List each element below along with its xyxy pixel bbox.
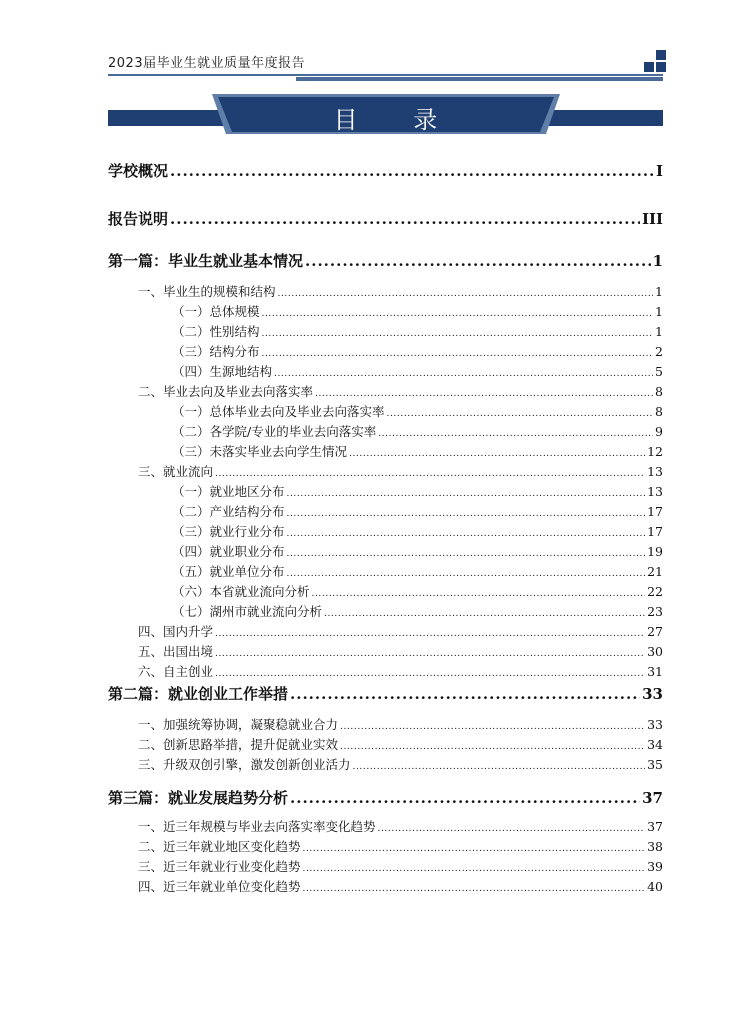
toc-leader-dots bbox=[287, 489, 646, 499]
toc-section-entry[interactable] bbox=[138, 857, 663, 875]
toc-entry-label: 二、近三年就业地区变化趋势 bbox=[138, 839, 301, 854]
toc-entry-page: 31 bbox=[647, 664, 663, 679]
toc-entry-label: 二、毕业去向及毕业去向落实率 bbox=[138, 384, 314, 399]
toc-entry-label: 四、近三年就业单位变化趋势 bbox=[138, 879, 301, 894]
toc-leader-dots bbox=[287, 509, 646, 519]
toc-entry-page: 33 bbox=[647, 717, 663, 732]
toc-leader-dots bbox=[353, 762, 646, 772]
toc-entry-page: 19 bbox=[647, 544, 663, 559]
toc-entry-label: 第二篇：就业创业工作举措 bbox=[108, 685, 289, 703]
toc-title: 目 录 bbox=[333, 106, 462, 134]
toc-leader-dots bbox=[315, 389, 653, 399]
toc-entry-page: 35 bbox=[647, 757, 663, 772]
toc-entry-label: （一）就业地区分布 bbox=[172, 484, 285, 499]
toc-chapter-entry[interactable] bbox=[108, 683, 663, 704]
toc-leader-dots bbox=[340, 742, 645, 752]
toc-leader-dots bbox=[340, 722, 645, 732]
toc-entry-label: 三、近三年就业行业变化趋势 bbox=[138, 859, 301, 874]
toc-entry-label: （一）总体毕业去向及毕业去向落实率 bbox=[172, 404, 385, 419]
toc-subsection-entry[interactable] bbox=[172, 442, 663, 460]
toc-entry-label: （二）产业结构分布 bbox=[172, 504, 285, 519]
toc-leader-dots bbox=[378, 429, 653, 439]
toc-section-entry[interactable] bbox=[138, 735, 663, 753]
toc-leader-dots bbox=[170, 162, 654, 180]
toc-entry-page: 34 bbox=[647, 737, 663, 752]
toc-section-entry[interactable] bbox=[138, 282, 663, 300]
toc-subsection-entry[interactable] bbox=[172, 542, 663, 560]
toc-subsection-entry[interactable] bbox=[172, 482, 663, 500]
toc-entry-label: （四）就业职业分布 bbox=[172, 544, 285, 559]
toc-leader-dots bbox=[215, 629, 645, 639]
toc-subsection-entry[interactable] bbox=[172, 302, 663, 320]
toc-entry-page: 1 bbox=[655, 304, 663, 319]
header-rule bbox=[108, 74, 663, 76]
toc-leader-dots bbox=[262, 329, 654, 339]
toc-entry-page: 17 bbox=[647, 524, 663, 539]
toc-leader-dots bbox=[303, 864, 646, 874]
toc-subsection-entry[interactable] bbox=[172, 422, 663, 440]
toc-entry-label: 一、毕业生的规模和结构 bbox=[138, 284, 276, 299]
toc-entry-label: 六、自主创业 bbox=[138, 664, 214, 679]
toc-section-entry[interactable] bbox=[138, 837, 663, 855]
toc-entry-page: 1 bbox=[655, 324, 663, 339]
toc-section-entry[interactable] bbox=[138, 382, 663, 400]
toc-entry-page: 23 bbox=[647, 604, 663, 619]
toc-entry-page: 1 bbox=[655, 284, 663, 299]
toc-subsection-entry[interactable] bbox=[172, 582, 663, 600]
toc-entry-page: 13 bbox=[647, 484, 663, 499]
toc-subsection-entry[interactable] bbox=[172, 322, 663, 340]
toc-entry-label: （五）就业单位分布 bbox=[172, 564, 285, 579]
toc-entry-label: （四）生源地结构 bbox=[172, 364, 273, 379]
toc-entry-label: 三、就业流向 bbox=[138, 464, 214, 479]
toc-entry-page: 13 bbox=[647, 464, 663, 479]
school-logo-icon bbox=[644, 50, 666, 72]
toc-leader-dots bbox=[387, 409, 654, 419]
toc-leader-dots bbox=[324, 609, 645, 619]
toc-section-entry[interactable] bbox=[138, 715, 663, 733]
toc-entry-page: 5 bbox=[655, 364, 663, 379]
toc-entry-page: 8 bbox=[655, 384, 663, 399]
toc-entry-label: （六）本省就业流向分析 bbox=[172, 584, 310, 599]
toc-chapter-entry[interactable] bbox=[108, 160, 663, 181]
toc-entry-page: I bbox=[655, 162, 663, 180]
toc-section-entry[interactable] bbox=[138, 642, 663, 660]
toc-entry-page: 33 bbox=[642, 685, 663, 703]
toc-leader-dots bbox=[170, 210, 640, 228]
toc-chapter-entry[interactable] bbox=[108, 208, 663, 229]
toc-leader-dots bbox=[215, 469, 645, 479]
toc-leader-dots bbox=[262, 309, 654, 319]
toc-leader-dots bbox=[287, 569, 646, 579]
toc-leader-dots bbox=[312, 589, 646, 599]
toc-entry-page: 38 bbox=[647, 839, 663, 854]
header-rule-thick bbox=[296, 77, 663, 81]
toc-entry-page: 37 bbox=[647, 819, 663, 834]
toc-subsection-entry[interactable] bbox=[172, 342, 663, 360]
toc-section-entry[interactable] bbox=[138, 622, 663, 640]
toc-section-entry[interactable] bbox=[138, 877, 663, 895]
report-header-title: 2023届毕业生就业质量年度报告 bbox=[108, 56, 306, 71]
toc-entry-page: 17 bbox=[647, 504, 663, 519]
toc-leader-dots bbox=[262, 349, 654, 359]
toc-entry-label: （三）就业行业分布 bbox=[172, 524, 285, 539]
toc-subsection-entry[interactable] bbox=[172, 602, 663, 620]
toc-entry-label: 二、创新思路举措，提升促就业实效 bbox=[138, 737, 339, 752]
toc-leader-dots bbox=[303, 884, 646, 894]
toc-entry-label: （三）未落实毕业去向学生情况 bbox=[172, 444, 348, 459]
toc-subsection-entry[interactable] bbox=[172, 362, 663, 380]
toc-entry-page: 12 bbox=[647, 444, 663, 459]
toc-leader-dots bbox=[305, 252, 651, 270]
toc-section-entry[interactable] bbox=[138, 817, 663, 835]
toc-subsection-entry[interactable] bbox=[172, 502, 663, 520]
toc-entry-label: 一、加强统筹协调，凝聚稳就业合力 bbox=[138, 717, 339, 732]
toc-section-entry[interactable] bbox=[138, 755, 663, 773]
toc-leader-dots bbox=[215, 649, 645, 659]
toc-entry-label: 四、国内升学 bbox=[138, 624, 214, 639]
toc-subsection-entry[interactable] bbox=[172, 402, 663, 420]
toc-leader-dots bbox=[215, 669, 645, 679]
toc-entry-page: 2 bbox=[655, 344, 663, 359]
toc-entry-label: （二）性别结构 bbox=[172, 324, 260, 339]
toc-entry-label: （二）各学院/专业的毕业去向落实率 bbox=[172, 424, 377, 439]
toc-leader-dots bbox=[290, 685, 640, 703]
toc-entry-page: III bbox=[641, 210, 663, 228]
toc-subsection-entry[interactable] bbox=[172, 562, 663, 580]
toc-entry-label: 五、出国出境 bbox=[138, 644, 214, 659]
toc-entry-page: 8 bbox=[655, 404, 663, 419]
toc-entry-label: 三、升级双创引擎，激发创新创业活力 bbox=[138, 757, 351, 772]
toc-leader-dots bbox=[378, 824, 646, 834]
toc-entry-page: 37 bbox=[642, 789, 663, 807]
toc-entry-page: 27 bbox=[647, 624, 663, 639]
toc-chapter-entry[interactable] bbox=[108, 787, 663, 808]
toc-section-entry[interactable] bbox=[138, 462, 663, 480]
toc-leader-dots bbox=[303, 844, 646, 854]
toc-section-entry[interactable] bbox=[138, 662, 663, 680]
toc-leader-dots bbox=[274, 369, 653, 379]
toc-entry-label: 第一篇：毕业生就业基本情况 bbox=[108, 252, 304, 270]
toc-entry-page: 30 bbox=[647, 644, 663, 659]
toc-entry-label: 报告说明 bbox=[108, 210, 169, 228]
toc-entry-label: 一、近三年规模与毕业去向落实率变化趋势 bbox=[138, 819, 376, 834]
toc-subsection-entry[interactable] bbox=[172, 522, 663, 540]
toc-entry-page: 39 bbox=[647, 859, 663, 874]
toc-entry-page: 1 bbox=[652, 252, 663, 270]
toc-entry-label: （七）湖州市就业流向分析 bbox=[172, 604, 323, 619]
toc-leader-dots bbox=[349, 449, 645, 459]
toc-entry-label: （一）总体规模 bbox=[172, 304, 260, 319]
toc-entry-page: 21 bbox=[647, 564, 663, 579]
toc-leader-dots bbox=[287, 529, 646, 539]
toc-entry-page: 40 bbox=[647, 879, 663, 894]
toc-entry-page: 9 bbox=[655, 424, 663, 439]
toc-entry-label: （三）结构分布 bbox=[172, 344, 260, 359]
toc-leader-dots bbox=[287, 549, 646, 559]
toc-leader-dots bbox=[290, 789, 640, 807]
toc-entry-page: 22 bbox=[647, 584, 663, 599]
toc-entry-label: 学校概况 bbox=[108, 162, 169, 180]
toc-entry-label: 第三篇：就业发展趋势分析 bbox=[108, 789, 289, 807]
toc-chapter-entry[interactable] bbox=[108, 250, 663, 271]
toc-leader-dots bbox=[278, 289, 654, 299]
